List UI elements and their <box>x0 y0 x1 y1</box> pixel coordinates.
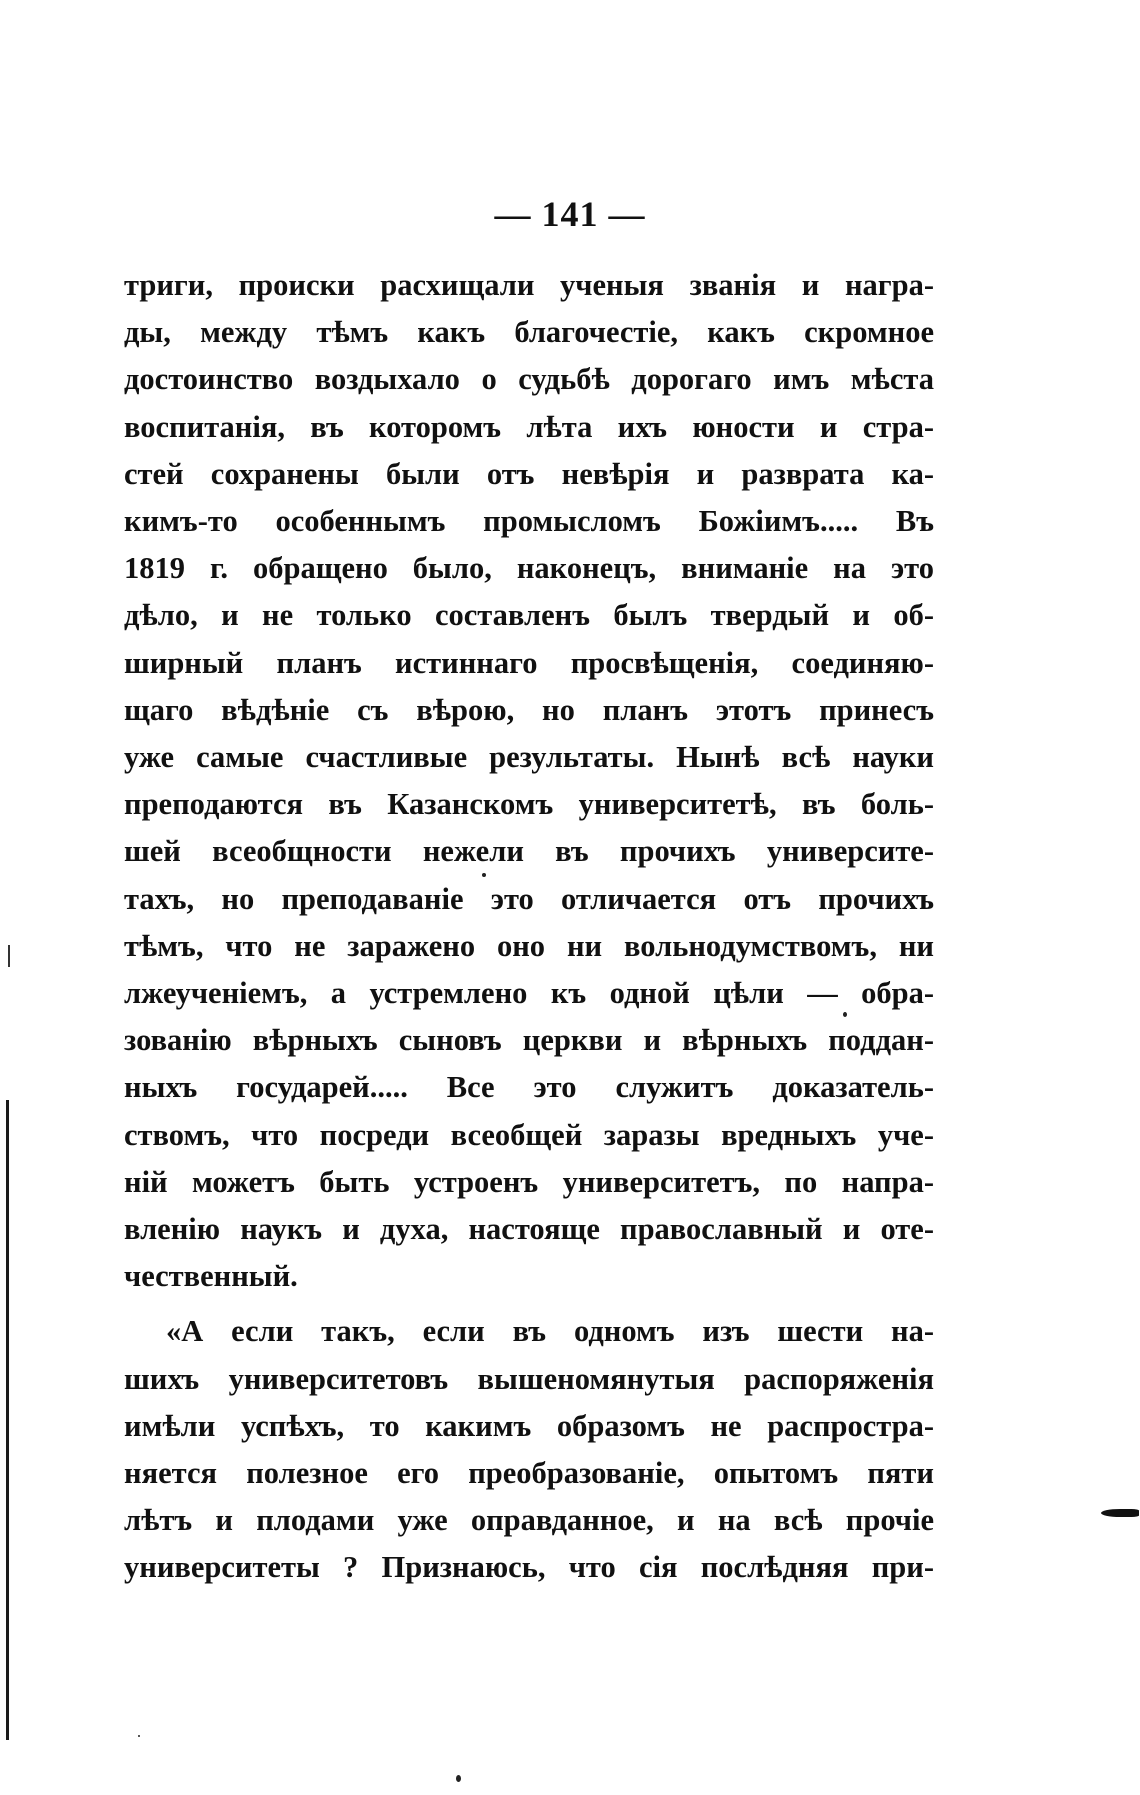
text-line: триги, происки расхищали ученыя званія и награ- <box>124 268 934 302</box>
ink-speck <box>138 1735 140 1737</box>
page-number: — 141 — <box>494 194 646 234</box>
ink-blot <box>1101 1509 1139 1517</box>
text-line: ширный планъ истиннаго просвѣщенія, соединяю- <box>124 645 934 680</box>
text-line: кимъ-то особеннымъ промысломъ Божіимъ..... Въ <box>124 504 934 539</box>
paragraph-gap <box>124 1300 934 1308</box>
text-line: имѣли успѣхъ, то какимъ образомъ не распростра- <box>124 1408 934 1443</box>
text-line: ныхъ государей..... Все это служитъ доказатель- <box>124 1070 934 1105</box>
text-line: лжеученіемъ, а устремлено къ одной цѣли — обра- <box>124 976 934 1011</box>
text-line: лѣтъ и плодами уже оправданное, и на всѣ прочіе <box>124 1503 934 1538</box>
text-line: «А если такъ, если въ одномъ изъ шести на- <box>166 1314 934 1349</box>
text-line: тахъ, но преподаваніе это отличается отъ прочихъ <box>124 881 934 916</box>
text-line: университеты ? Признаюсь, что сія послѣдняя при- <box>124 1550 934 1585</box>
text-line: чественный. <box>124 1259 298 1294</box>
text-line: ствомъ, что посреди всеобщей заразы вредныхъ уче- <box>124 1117 934 1152</box>
ink-speck <box>456 1775 461 1782</box>
paragraph-2 <box>124 1308 934 1591</box>
text-line: стей сохранены были отъ невѣрія и разврата ка- <box>124 456 934 491</box>
text-line: достоинство воздыхало о судьбѣ дорогаго имъ мѣста <box>124 362 934 397</box>
text-line: шихъ университетовъ вышеномянутыя распоряженія <box>124 1361 934 1396</box>
text-line: вленію наукъ и духа, настояще православный и оте- <box>124 1212 934 1247</box>
page-body <box>124 262 934 1592</box>
paragraph-1 <box>124 262 934 1300</box>
text-line: тѣмъ, что не заражено оно ни вольнодумствомъ, ни <box>124 928 934 963</box>
text-line: преподаются въ Казанскомъ университетѣ, въ боль- <box>124 787 934 822</box>
text-line: воспитанія, въ которомъ лѣта ихъ юности и стра- <box>124 409 934 444</box>
text-line: 1819 г. обращено было, наконецъ, вниманіе на это <box>124 551 934 586</box>
scan-edge-line <box>6 1100 9 1740</box>
scan-edge-mark <box>8 945 10 967</box>
ink-speck <box>482 873 486 877</box>
text-line: зованію вѣрныхъ сыновъ церкви и вѣрныхъ поддан- <box>124 1023 934 1058</box>
text-line: уже самые счастливые результаты. Нынѣ всѣ науки <box>124 740 934 775</box>
text-line: шей всеобщности нежели въ прочихъ университе- <box>124 834 934 869</box>
text-line: щаго вѣдѣніе съ вѣрою, но планъ этотъ принесъ <box>124 692 934 727</box>
text-line: няется полезное его преобразованіе, опытомъ пяти <box>124 1456 934 1491</box>
ink-speck <box>843 1012 847 1017</box>
text-line: дѣло, и не только составленъ былъ твердый и об- <box>124 598 934 633</box>
text-line: ды, между тѣмъ какъ благочестіе, какъ скромное <box>124 315 934 350</box>
text-line: ній можетъ быть устроенъ университетъ, по напра- <box>124 1164 934 1199</box>
